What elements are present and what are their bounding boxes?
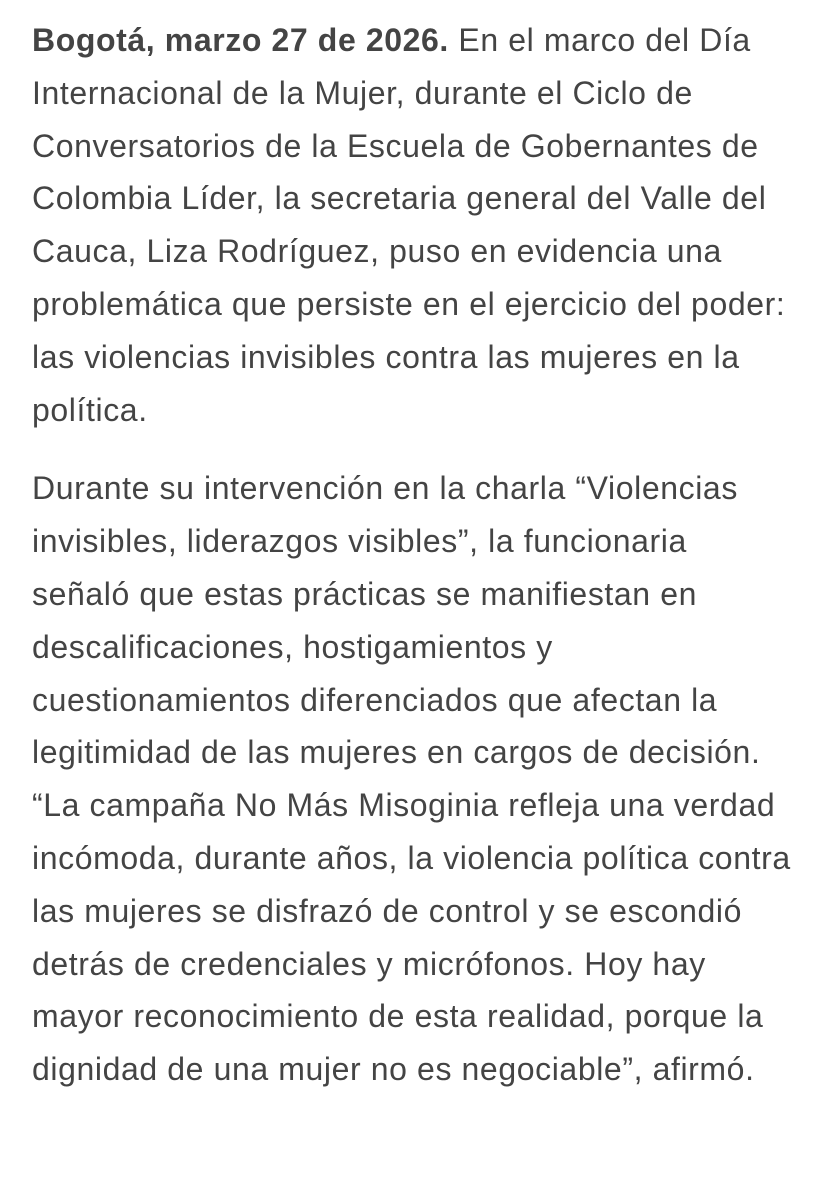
paragraph-1-text: En el marco del Día Internacional de la Mujer, durante el Ciclo de Conversatorios de la Escuela de Gobernantes de Colombia Líder, la secretaria general del Valle del Cauca, Liza Rodríguez, puso en evidencia una problemática que persiste en el ejercicio del poder: las violencias invisibles contra las mujeres en la política. xyxy=(32,22,786,428)
paragraph-2 xyxy=(32,462,793,1096)
paragraph-2-text: Durante su intervención en la charla “Violencias invisibles, liderazgos visibles”, la funcionaria señaló que estas prácticas se manifiestan en descalificaciones, hostigamientos y cuestionamientos diferenciados que afectan la legitimidad de las mujeres en cargos de decisión. “La campaña No Más Misoginia refleja una verdad incómoda, durante años, la violencia política contra las mujeres se disfrazó de control y se escondió detrás de credenciales y micrófonos. Hoy hay mayor reconocimiento de esta realidad, porque la dignidad de una mujer no es negociable”, afirmó. xyxy=(32,470,791,1088)
paragraph-1 xyxy=(32,14,793,436)
dateline: Bogotá, marzo 27 de 2026. xyxy=(32,22,449,58)
